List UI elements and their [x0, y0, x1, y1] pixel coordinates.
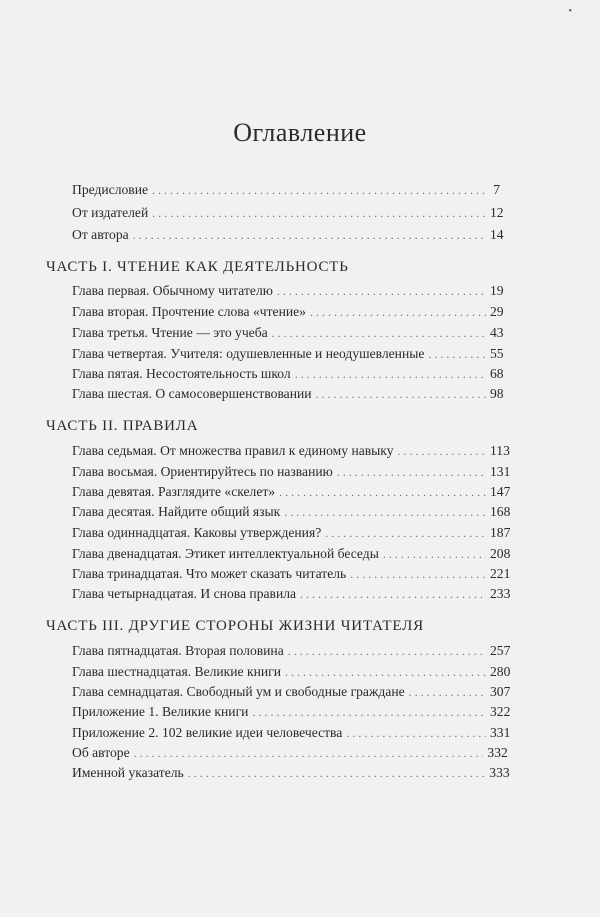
- toc-entry-label: Глава семнадцатая. Свободный ум и свободные граждане: [72, 684, 405, 699]
- toc-entry-page: 307: [490, 684, 511, 699]
- toc-entry-page: 113: [490, 443, 510, 458]
- toc-entry-label: Глава третья. Чтение — это учеба: [72, 325, 268, 340]
- dot-leader: [288, 641, 486, 661]
- toc-entry: [72, 641, 511, 661]
- toc-entry: [72, 544, 511, 564]
- toc-entry-page: 333: [489, 765, 510, 780]
- toc-entry: [72, 462, 511, 482]
- toc-entry-page: 7: [493, 182, 500, 197]
- toc-entry: [72, 323, 504, 343]
- toc-entry-page: 131: [490, 464, 511, 479]
- dot-leader: [409, 682, 486, 702]
- dot-leader: [279, 482, 486, 502]
- toc-entry-page: 19: [490, 283, 504, 298]
- toc-entry-page: 280: [490, 664, 511, 679]
- toc-entry: [72, 180, 500, 200]
- page-title: Оглавление: [233, 118, 367, 147]
- toc-entry: [72, 584, 511, 604]
- toc-entry: [72, 344, 504, 364]
- dot-leader: [295, 364, 486, 384]
- toc-entry-label: Предисловие: [72, 182, 149, 197]
- dot-leader: [350, 564, 486, 584]
- part-title: ЧАСТЬ II. ПРАВИЛА: [46, 418, 199, 434]
- toc-entry-label: От автора: [72, 227, 129, 242]
- toc-entry-label: Глава двенадцатая. Этикет интеллектуальной беседы: [72, 546, 379, 561]
- toc-entry-label: Глава пятая. Несостоятельность школ: [72, 366, 291, 381]
- toc-entry-label: Глава первая. Обычному читателю: [72, 283, 273, 298]
- toc-entry-page: 233: [490, 586, 511, 601]
- toc-entry-label: Глава пятнадцатая. Вторая половина: [72, 643, 284, 658]
- toc-entry-label: Глава четвертая. Учителя: одушевленные и неодушевленные: [72, 346, 425, 361]
- toc-entry-label: От издателей: [72, 205, 149, 220]
- toc-entry: [72, 364, 504, 384]
- corner-mark: •: [568, 6, 572, 17]
- toc-entry: [72, 743, 508, 763]
- toc-entry-label: Глава вторая. Прочтение слова «чтение»: [72, 304, 306, 319]
- dot-leader: [398, 441, 486, 461]
- dot-leader: [284, 502, 486, 522]
- toc-entry-page: 14: [490, 227, 504, 242]
- dot-leader: [310, 302, 486, 322]
- dot-leader: [428, 344, 486, 364]
- toc-entry-label: Именной указатель: [72, 765, 184, 780]
- dot-leader: [383, 544, 486, 564]
- toc-entry-label: Глава шестая. О самосовершенствовании: [72, 386, 312, 401]
- dot-leader: [134, 743, 484, 763]
- toc-entry: [72, 281, 504, 301]
- toc-entry-page: 147: [490, 484, 511, 499]
- dot-leader: [152, 203, 486, 223]
- toc-entry: [72, 523, 511, 543]
- toc-entry: [72, 502, 511, 522]
- toc-entry-page: 322: [490, 704, 511, 719]
- dot-leader: [252, 702, 486, 722]
- dot-leader: [316, 384, 486, 404]
- toc-entry: [72, 482, 511, 502]
- toc-entry-label: Глава тринадцатая. Что может сказать читатель: [72, 566, 347, 581]
- toc-entry-page: 43: [490, 325, 504, 340]
- toc-entry: [72, 763, 510, 783]
- dot-leader: [285, 662, 486, 682]
- toc-entry: [72, 302, 504, 322]
- toc-entry-page: 257: [490, 643, 511, 658]
- dot-leader: [300, 584, 486, 604]
- toc-entry-label: Приложение 2. 102 великие идеи человечества: [72, 725, 343, 740]
- toc-entry-page: 29: [490, 304, 504, 319]
- dot-leader: [337, 462, 486, 482]
- toc-entry-label: Глава седьмая. От множества правил к единому навыку: [72, 443, 394, 458]
- toc-entry: [72, 682, 511, 702]
- toc-entry-page: 332: [487, 745, 508, 760]
- toc-entry-label: Приложение 1. Великие книги: [72, 704, 249, 719]
- toc-entry-page: 187: [490, 525, 511, 540]
- dot-leader: [188, 763, 486, 783]
- dot-leader: [346, 723, 486, 743]
- toc-entry-label: Глава девятая. Разглядите «скелет»: [72, 484, 276, 499]
- toc-entry-page: 208: [490, 546, 511, 561]
- toc-entry: [72, 564, 511, 584]
- toc-entry-label: Об авторе: [72, 745, 130, 760]
- toc-entry: [72, 702, 511, 722]
- part-title: ЧАСТЬ III. ДРУГИЕ СТОРОНЫ ЖИЗНИ ЧИТАТЕЛЯ: [46, 618, 424, 634]
- dot-leader: [277, 281, 486, 301]
- toc-entry-label: Глава десятая. Найдите общий язык: [72, 504, 281, 519]
- dot-leader: [325, 523, 486, 543]
- toc-entry: [72, 723, 511, 743]
- dot-leader: [133, 225, 486, 245]
- part-title: ЧАСТЬ I. ЧТЕНИЕ КАК ДЕЯТЕЛЬНОСТЬ: [46, 259, 349, 275]
- toc-entry-label: Глава четырнадцатая. И снова правила: [72, 586, 297, 601]
- toc-entry: [72, 662, 511, 682]
- toc-entry: [72, 384, 504, 404]
- toc-entry-label: Глава восьмая. Ориентируйтесь по названию: [72, 464, 333, 479]
- toc-entry: [72, 441, 510, 461]
- toc-entry-page: 68: [490, 366, 504, 381]
- dot-leader: [152, 180, 486, 200]
- toc-entry: [72, 203, 504, 223]
- toc-entry-page: 221: [490, 566, 511, 581]
- toc-entry-page: 98: [490, 386, 504, 401]
- toc-entry: [72, 225, 504, 245]
- dot-leader: [272, 323, 486, 343]
- toc-entry-label: Глава шестнадцатая. Великие книги: [72, 664, 281, 679]
- toc-entry-page: 55: [490, 346, 504, 361]
- toc-entry-page: 331: [490, 725, 511, 740]
- toc-entry-label: Глава одиннадцатая. Каковы утверждения?: [72, 525, 322, 540]
- toc-entry-page: 12: [490, 205, 504, 220]
- toc-entry-page: 168: [490, 504, 511, 519]
